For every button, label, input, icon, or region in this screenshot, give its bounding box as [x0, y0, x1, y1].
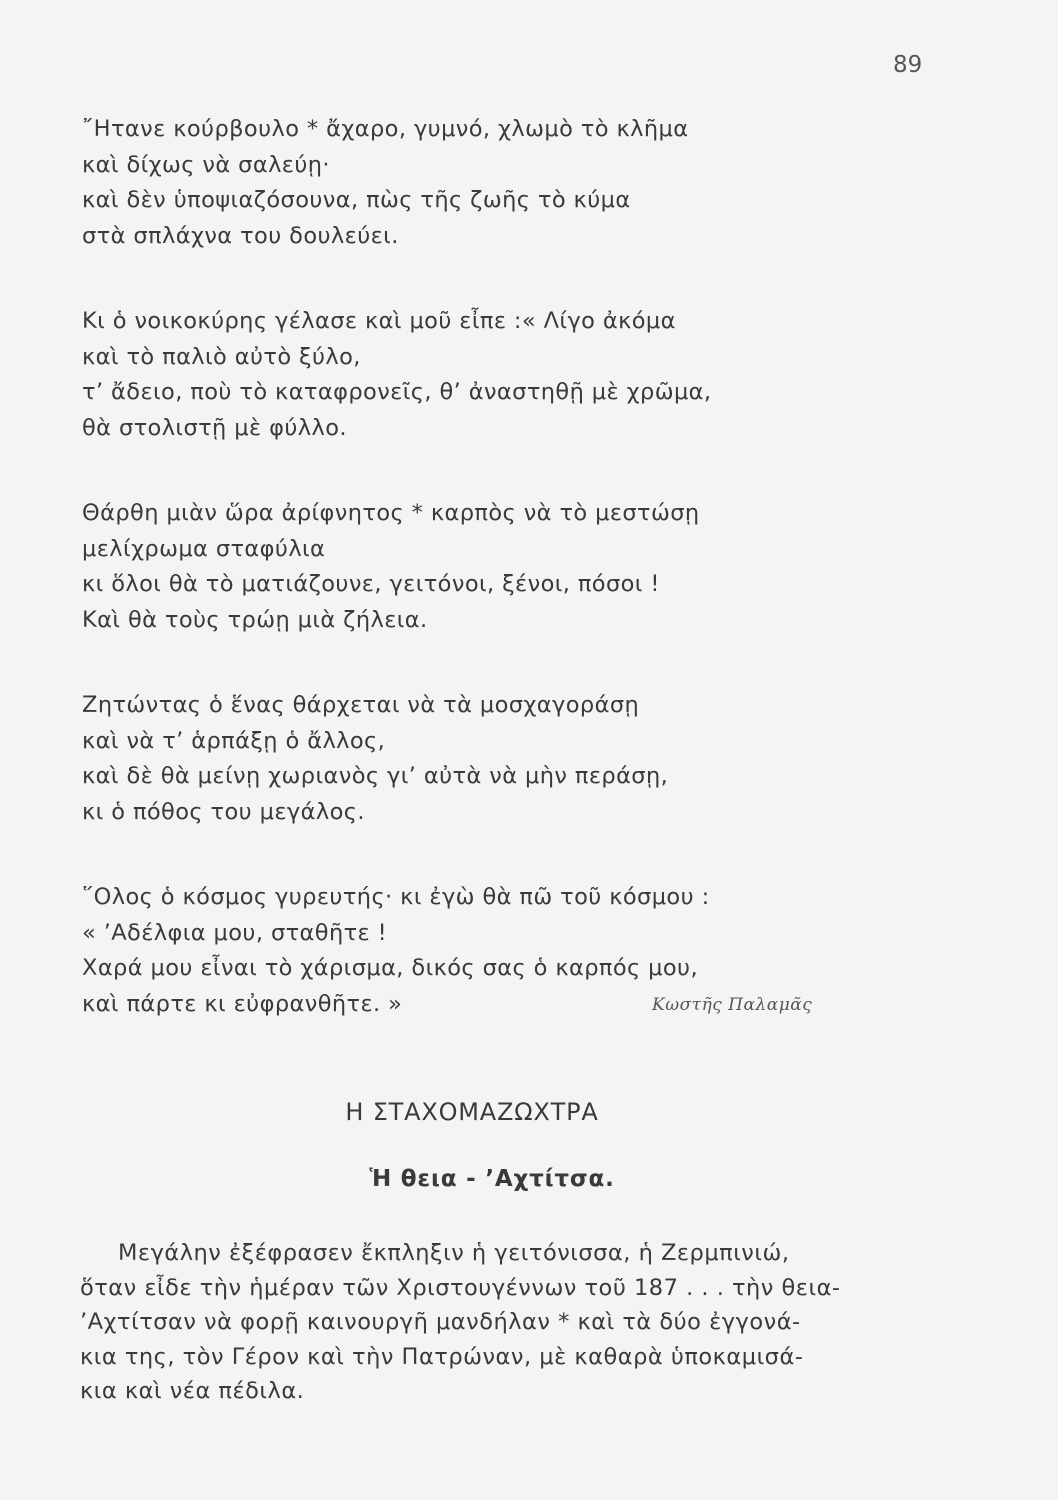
poem-line: ῞Ολος ὁ κόσμος γυρευτής· κι ἐγὼ θὰ πῶ τοῦ κόσμου : [82, 884, 710, 910]
prose-line: Μεγάλην ἐξέφρασεν ἔκπληξιν ἡ γειτόνισσα, ἡ Ζερμπινιώ, [118, 1240, 790, 1266]
stanza [82, 688, 882, 830]
poem-line: Χαρά μου εἶναι τὸ χάρισμα, δικός σας ὁ καρπός μου, [82, 955, 699, 981]
prose-paragraph [80, 1236, 940, 1409]
poem-line: « ’Αδέλφια μου, σταθῆτε ! [82, 919, 388, 946]
prose-line: κια της, τὸν Γέρον καὶ τὴν Πατρώναν, μὲ καθαρὰ ὑποκαμισά- [80, 1343, 804, 1370]
section-title: Η ΣΤΑΧΟΜΑΖΩΧΤΡΑ [345, 1098, 599, 1126]
poem [82, 112, 882, 1072]
poem-line: τ’ ἄδειο, ποὺ τὸ καταφρονεῖς, θ’ ἀναστηθῇ μὲ χρῶμα, [82, 379, 712, 405]
poem-line: Θάρθη μιὰν ὥρα ἀρίφνητος * καρπὸς νὰ τὸ μεστώσῃ [82, 500, 700, 526]
prose-line: ὅταν εἶδε τὴν ἡμέραν τῶν Χριστουγέννων τοῦ 187 . . . τὴν θεια- [80, 1274, 841, 1301]
poem-line: στὰ σπλάχνα του δουλεύει. [82, 222, 399, 249]
stanza [82, 496, 882, 638]
poem-line: καὶ πάρτε κι εὐφρανθῆτε. » [82, 990, 403, 1017]
poem-line: Ζητώντας ὁ ἕνας θάρχεται νὰ τὰ μοσχαγοράσῃ [82, 692, 640, 718]
poem-line: καὶ τὸ παλιὸ αὐτὸ ξύλο, [82, 343, 361, 370]
stanza [82, 112, 882, 254]
poem-author: Κωστῆς Παλαμᾶς [652, 995, 813, 1015]
poem-line: καὶ δίχως νὰ σαλεύῃ· [82, 151, 330, 178]
poem-line: Καὶ θὰ τοὺς τρώῃ μιὰ ζήλεια. [82, 606, 428, 633]
stanza [82, 304, 882, 446]
poem-line: καὶ νὰ τ’ ἁρπάξῃ ὁ ἄλλος, [82, 727, 386, 754]
page-number: 89 [893, 52, 923, 78]
prose-line: ’Αχτίτσαν νὰ φορῇ καινουργῆ μανδήλαν * καὶ τὰ δύο ἐγγονά- [80, 1309, 801, 1335]
poem-line: Κι ὁ νοικοκύρης γέλασε καὶ μοῦ εἶπε :« Λίγο ἀκόμα [82, 308, 676, 334]
prose-line: κια καὶ νέα πέδιλα. [80, 1378, 305, 1404]
poem-line: μελίχρωμα σταφύλια [82, 535, 326, 562]
poem-line: καὶ δὲ θὰ μείνῃ χωριανὸς γι’ αὐτὰ νὰ μὴν περάσῃ, [82, 763, 669, 789]
poem-line: θὰ στολιστῇ μὲ φύλλο. [82, 414, 347, 441]
section-subtitle: Ἡ θεια - ’Αχτίτσα. [369, 1166, 615, 1192]
poem-line: ῎Ητανε κούρβουλο * ἄχαρο, γυμνό, χλωμὸ τὸ κλῆμα [82, 116, 689, 142]
poem-line: κι ὁ πόθος του μεγάλος. [82, 798, 365, 825]
poem-line: καὶ δὲν ὑποψιαζόσουνα, πὼς τῆς ζωῆς τὸ κύμα [82, 187, 631, 213]
poem-line: κι ὅλοι θὰ τὸ ματιάζουνε, γειτόνοι, ξένοι, πόσοι ! [82, 571, 660, 597]
